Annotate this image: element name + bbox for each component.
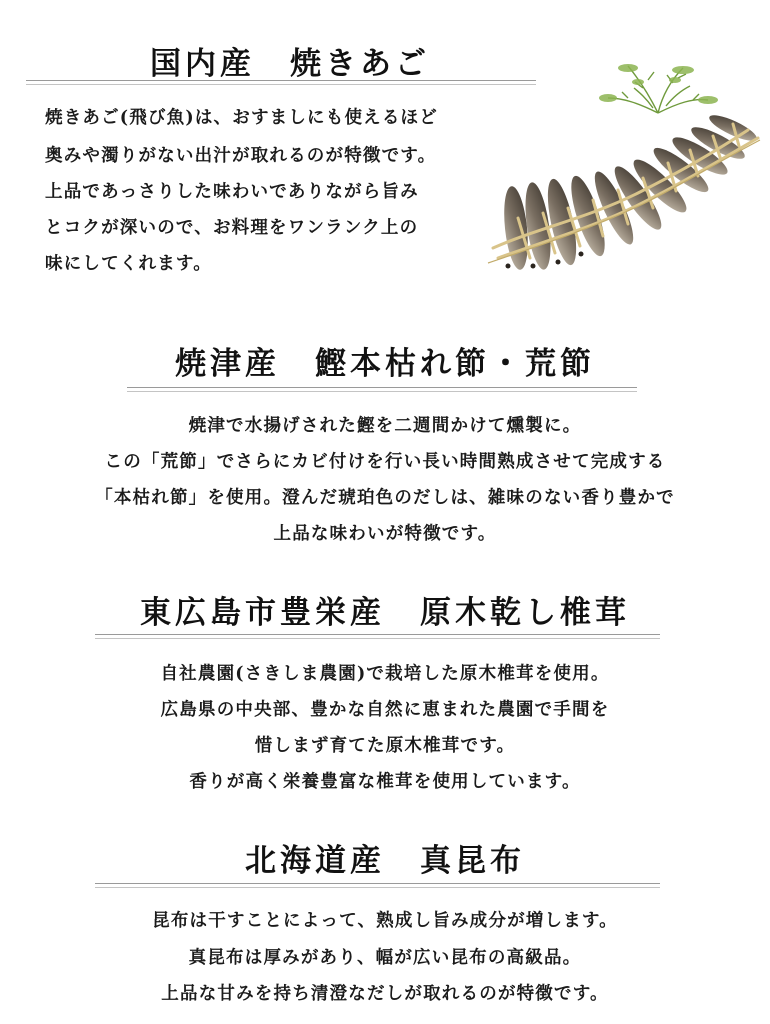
section-heading: 東広島市豊栄産 原木乾し椎茸 bbox=[140, 595, 630, 631]
description-line: 自社農園(さきしま農園)で栽培した原木椎茸を使用。 bbox=[160, 664, 610, 684]
description-line: 上品な味わいが特徴です。 bbox=[273, 524, 497, 544]
description-line: 味にしてくれます。 bbox=[45, 254, 212, 274]
description-line: この「荒節」でさらにカビ付けを行い長い時間熟成させて完成する bbox=[104, 452, 666, 472]
heading-divider bbox=[95, 634, 660, 639]
description-line: 昆布は干すことによって、熟成し旨み成分が増します。 bbox=[152, 911, 618, 931]
description-line: 「本枯れ節」を使用。澄んだ琥珀色のだしは、雑味のない香り豊かで bbox=[95, 488, 675, 508]
description-line: 惜しまず育てた原木椎茸です。 bbox=[254, 736, 516, 756]
heading-divider bbox=[26, 80, 536, 85]
herb-garnish bbox=[608, 66, 708, 113]
grilled-flying-fish-image bbox=[478, 58, 768, 288]
heading-divider bbox=[127, 387, 637, 392]
fish-row bbox=[501, 111, 760, 271]
section-heading: 国内産 焼きあご bbox=[150, 46, 430, 82]
description-line: 真昆布は厚みがあり、幅が広い昆布の高級品。 bbox=[188, 948, 582, 968]
section-heading: 北海道産 真昆布 bbox=[245, 843, 525, 879]
description-line: 上品であっさりした味わいでありながら旨み bbox=[45, 182, 419, 202]
description-line: 奥みや濁りがない出汁が取れるのが特徴です。 bbox=[45, 146, 437, 166]
description-line: 香りが高く栄養豊富な椎茸を使用しています。 bbox=[189, 772, 581, 792]
section-heading: 焼津産 鰹本枯れ節・荒節 bbox=[175, 346, 595, 382]
description-line: 広島県の中央部、豊かな自然に恵まれた農園で手間を bbox=[160, 700, 610, 720]
description-line: 焼津で水揚げされた鰹を二週間かけて燻製に。 bbox=[188, 416, 582, 436]
description-line: 焼きあご(飛び魚)は、おすましにも使えるほど bbox=[45, 108, 438, 128]
heading-divider bbox=[95, 883, 660, 888]
description-line: とコクが深いので、お料理をワンランク上の bbox=[45, 218, 419, 238]
description-line: 上品な甘みを持ち清澄なだしが取れるのが特徴です。 bbox=[161, 984, 609, 1004]
